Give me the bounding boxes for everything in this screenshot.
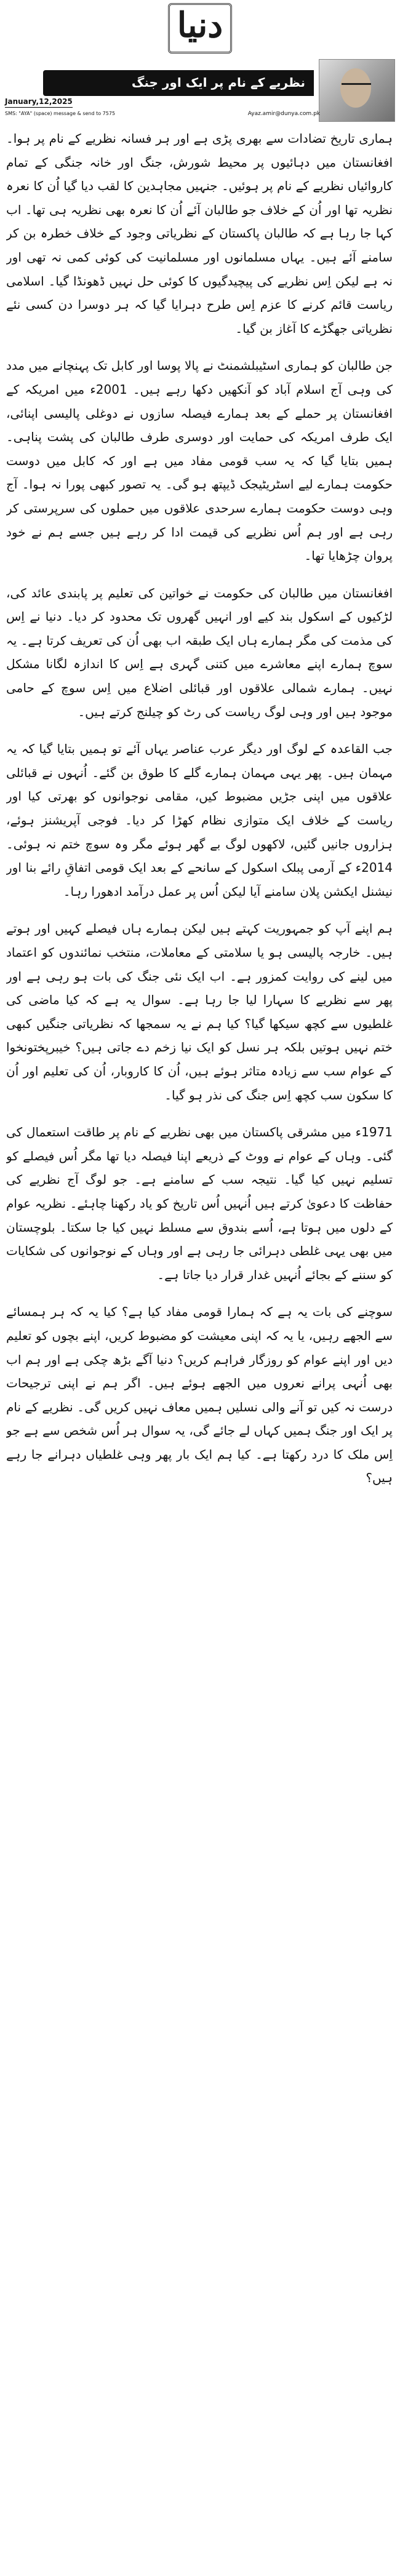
publish-date: January,12,2025 — [5, 97, 73, 108]
logo-text: دنیا — [177, 5, 223, 46]
masthead — [0, 0, 400, 57]
article-paragraph: ہم اپنے آپ کو جمہوریت کہتے ہیں لیکن ہمارے ہاں فیصلے کہیں اور ہوتے ہیں۔ خارجہ پالیسی ہو یا سلامتی کے معاملات، منتخب نمائندوں کو اعتماد میں لینے کی روایت کمزور ہے۔ اب ایک نئی جنگ کی بات ہو رہی ہے اور پھر سے نظریے کا سہارا لیا جا رہا ہے۔ سوال یہ ہے کہ کیا ماضی کی غلطیوں سے کچھ سیکھا گیا؟ کیا ہم نے یہ سمجھا کہ نظریاتی جنگیں کبھی ختم نہیں ہوتیں بلکہ ہر نسل کو ایک نیا زخم دے جاتی ہیں؟ خیبرپختونخوا کے عوام سب سے زیادہ متاثر ہوئے ہیں، اُن کا کاروبار، اُن کی تعلیم اور اُن کا سکون سب کچھ اِس جنگ کی نذر ہو گیا۔ — [6, 921, 393, 1103]
glasses-icon — [342, 83, 371, 91]
author-photo — [319, 59, 395, 122]
article-paragraph: 1971ء میں مشرقی پاکستان میں بھی نظریے کے نام پر طاقت استعمال کی گئی۔ وہاں کے عوام نے ووٹ کے ذریعے اپنا فیصلہ دیا تھا مگر اُس فیصلے کو تسلیم نہیں کیا گیا۔ نتیجہ سب کے سامنے ہے۔ جو لوگ آج نظریے کی حفاظت کا دعویٰ کرتے ہیں اُنہیں اُس تاریخ کو یاد رکھنا چاہئے۔ نظریہ عوام کے دلوں میں ہوتا ہے، اُسے بندوق سے مسلط نہیں کیا جا سکتا۔ بلوچستان میں بھی یہی غلطی دہرائی جا رہی ہے اور وہاں کے نوجوانوں کی شکایات کو سننے کے بجائے اُنہیں غدار قرار دیا جاتا ہے۔ — [6, 1125, 393, 1282]
article-paragraph: جن طالبان کو ہماری اسٹیبلشمنٹ نے پالا پوسا اور کابل تک پہنچانے میں مدد کی وہی آج اسلام آباد کو آنکھیں دکھا رہے ہیں۔ 2001ء میں امریکہ کے افغانستان پر حملے کے بعد ہمارے فیصلہ سازوں نے دوغلی پالیسی اپنائی، ایک طرف امریکہ کی حمایت اور دوسری طرف طالبان کی پشت پناہی۔ ہمیں بتایا گیا کہ یہ سب قومی مفاد میں ہے اور کہ کابل میں دوست حکومت ہمارے لیے اسٹریٹیجک ڈیپتھ ہو گی۔ یہ تصور کبھی پورا نہ ہوا۔ آج وہی دوست حکومت ہمارے سرحدی علاقوں میں حملوں کی سرپرستی کر رہی ہے اور ہم اُس نظریے کی قیمت ادا کر رہے ہیں جسے ہم نے خود پروان چڑھایا تھا۔ — [6, 358, 393, 564]
sms-info: SMS: "AYA" (space) message & send to 7575 — [5, 111, 116, 116]
author-email[interactable]: Ayaz.amir@dunya.com.pk — [247, 111, 320, 117]
article-paragraph: ہماری تاریخ تضادات سے بھری پڑی ہے اور ہر فسانہ نظریے کے نام پر ہوا۔ افغانستان میں دہائیوں پر محیط شورش، جنگ اور خانہ جنگی کے تمام کاروائیاں نظریے کے نام پر ہوئیں۔ جنہیں مجاہدین کا لقب دیا گیا اُن کا نعرہ نظریہ تھا اور اُن کے خلاف جو طالبان آئے اُن کا نعرہ بھی نظریہ ہی تھا۔ اب کہا جا رہا ہے کہ طالبان پاکستان کے نظریاتی وجود کے خلاف خطرہ بن کر سامنے آئے ہیں۔ یہاں مسلمانوں اور مسلمانیت کی کوئی کمی نہ تھی اور نہ ہے لیکن اِس نظریے کی پیچیدگیوں کا کوئی حل نہیں ڈھونڈا گیا۔ اسلامی ریاست قائم کرنے کا عزم اِس طرح دہرایا گیا کہ ہر دوسرا دن کسی نئے نظریاتی جھگڑے کا آغاز بن گیا۔ — [6, 131, 393, 336]
article-paragraph: افغانستان میں طالبان کی حکومت نے خواتین کی تعلیم پر پابندی عائد کی، لڑکیوں کے اسکول بند کیے اور انہیں گھروں تک محدود کر دیا۔ دنیا نے اِس کی مذمت کی مگر ہمارے ہاں ایک طبقہ اب بھی اُن کی تعریف کرتا ہے۔ یہ سوچ ہمارے اپنے معاشرے میں کتنی گہری ہے اِس کا اندازہ لگانا مشکل نہیں۔ ہمارے شمالی علاقوں اور قبائلی اضلاع میں اِس سوچ کے حامی موجود ہیں اور وہی لوگ ریاست کی رٹ کو چیلنج کرتے ہیں۔ — [6, 585, 393, 719]
title-banner — [43, 70, 314, 96]
article-paragraph: سوچنے کی بات یہ ہے کہ ہمارا قومی مفاد کیا ہے؟ کیا یہ کہ ہر ہمسائے سے الجھے رہیں، یا یہ کہ اپنی معیشت کو مضبوط کریں، اپنے بچوں کو تعلیم دیں اور اپنے عوام کو روزگار فراہم کریں؟ دنیا آگے بڑھ چکی ہے اور ہم اب بھی اُنہی پرانے نعروں میں الجھے ہوئے ہیں۔ اگر ہم نے اپنی ترجیحات درست نہ کیں تو آنے والی نسلیں ہمیں معاف نہیں کریں گی۔ نظریے کے نام پر ایک اور جنگ ہمیں کہاں لے جائے گی، یہ سوال ہر اُس شخص سے ہے جو اِس ملک کا درد رکھتا ہے۔ کیا ہم ایک بار پھر وہی غلطیاں دہرانے جا رہے ہیں؟ — [6, 1304, 393, 1486]
column-title: نظریے کے نام پر ایک اور جنگ — [131, 75, 305, 90]
column-header — [0, 57, 400, 126]
newspaper-logo — [163, 2, 237, 55]
article-body — [6, 127, 393, 2568]
meta-row — [5, 97, 320, 122]
article-paragraph: جب القاعدہ کے لوگ اور دیگر عرب عناصر یہاں آئے تو ہمیں بتایا گیا کہ یہ مہمان ہیں۔ پھر یہی مہمان ہمارے گلے کا طوق بن گئے۔ اُنہوں نے قبائلی علاقوں میں اپنی جڑیں مضبوط کیں، مقامی نوجوانوں کو بھرتی کیا اور ریاست کے خلاف ایک متوازی نظام کھڑا کر دیا۔ فوجی آپریشنز ہوئے، ہزاروں جانیں گئیں، لاکھوں لوگ بے گھر ہوئے مگر وہ سوچ ختم نہ ہوئی۔ 2014ء کے آرمی پبلک اسکول کے سانحے کے بعد ایک قومی اتفاقِ رائے بنا اور نیشنل ایکشن پلان سامنے آیا لیکن اُس پر عمل درآمد ادھورا رہا۔ — [6, 741, 393, 899]
